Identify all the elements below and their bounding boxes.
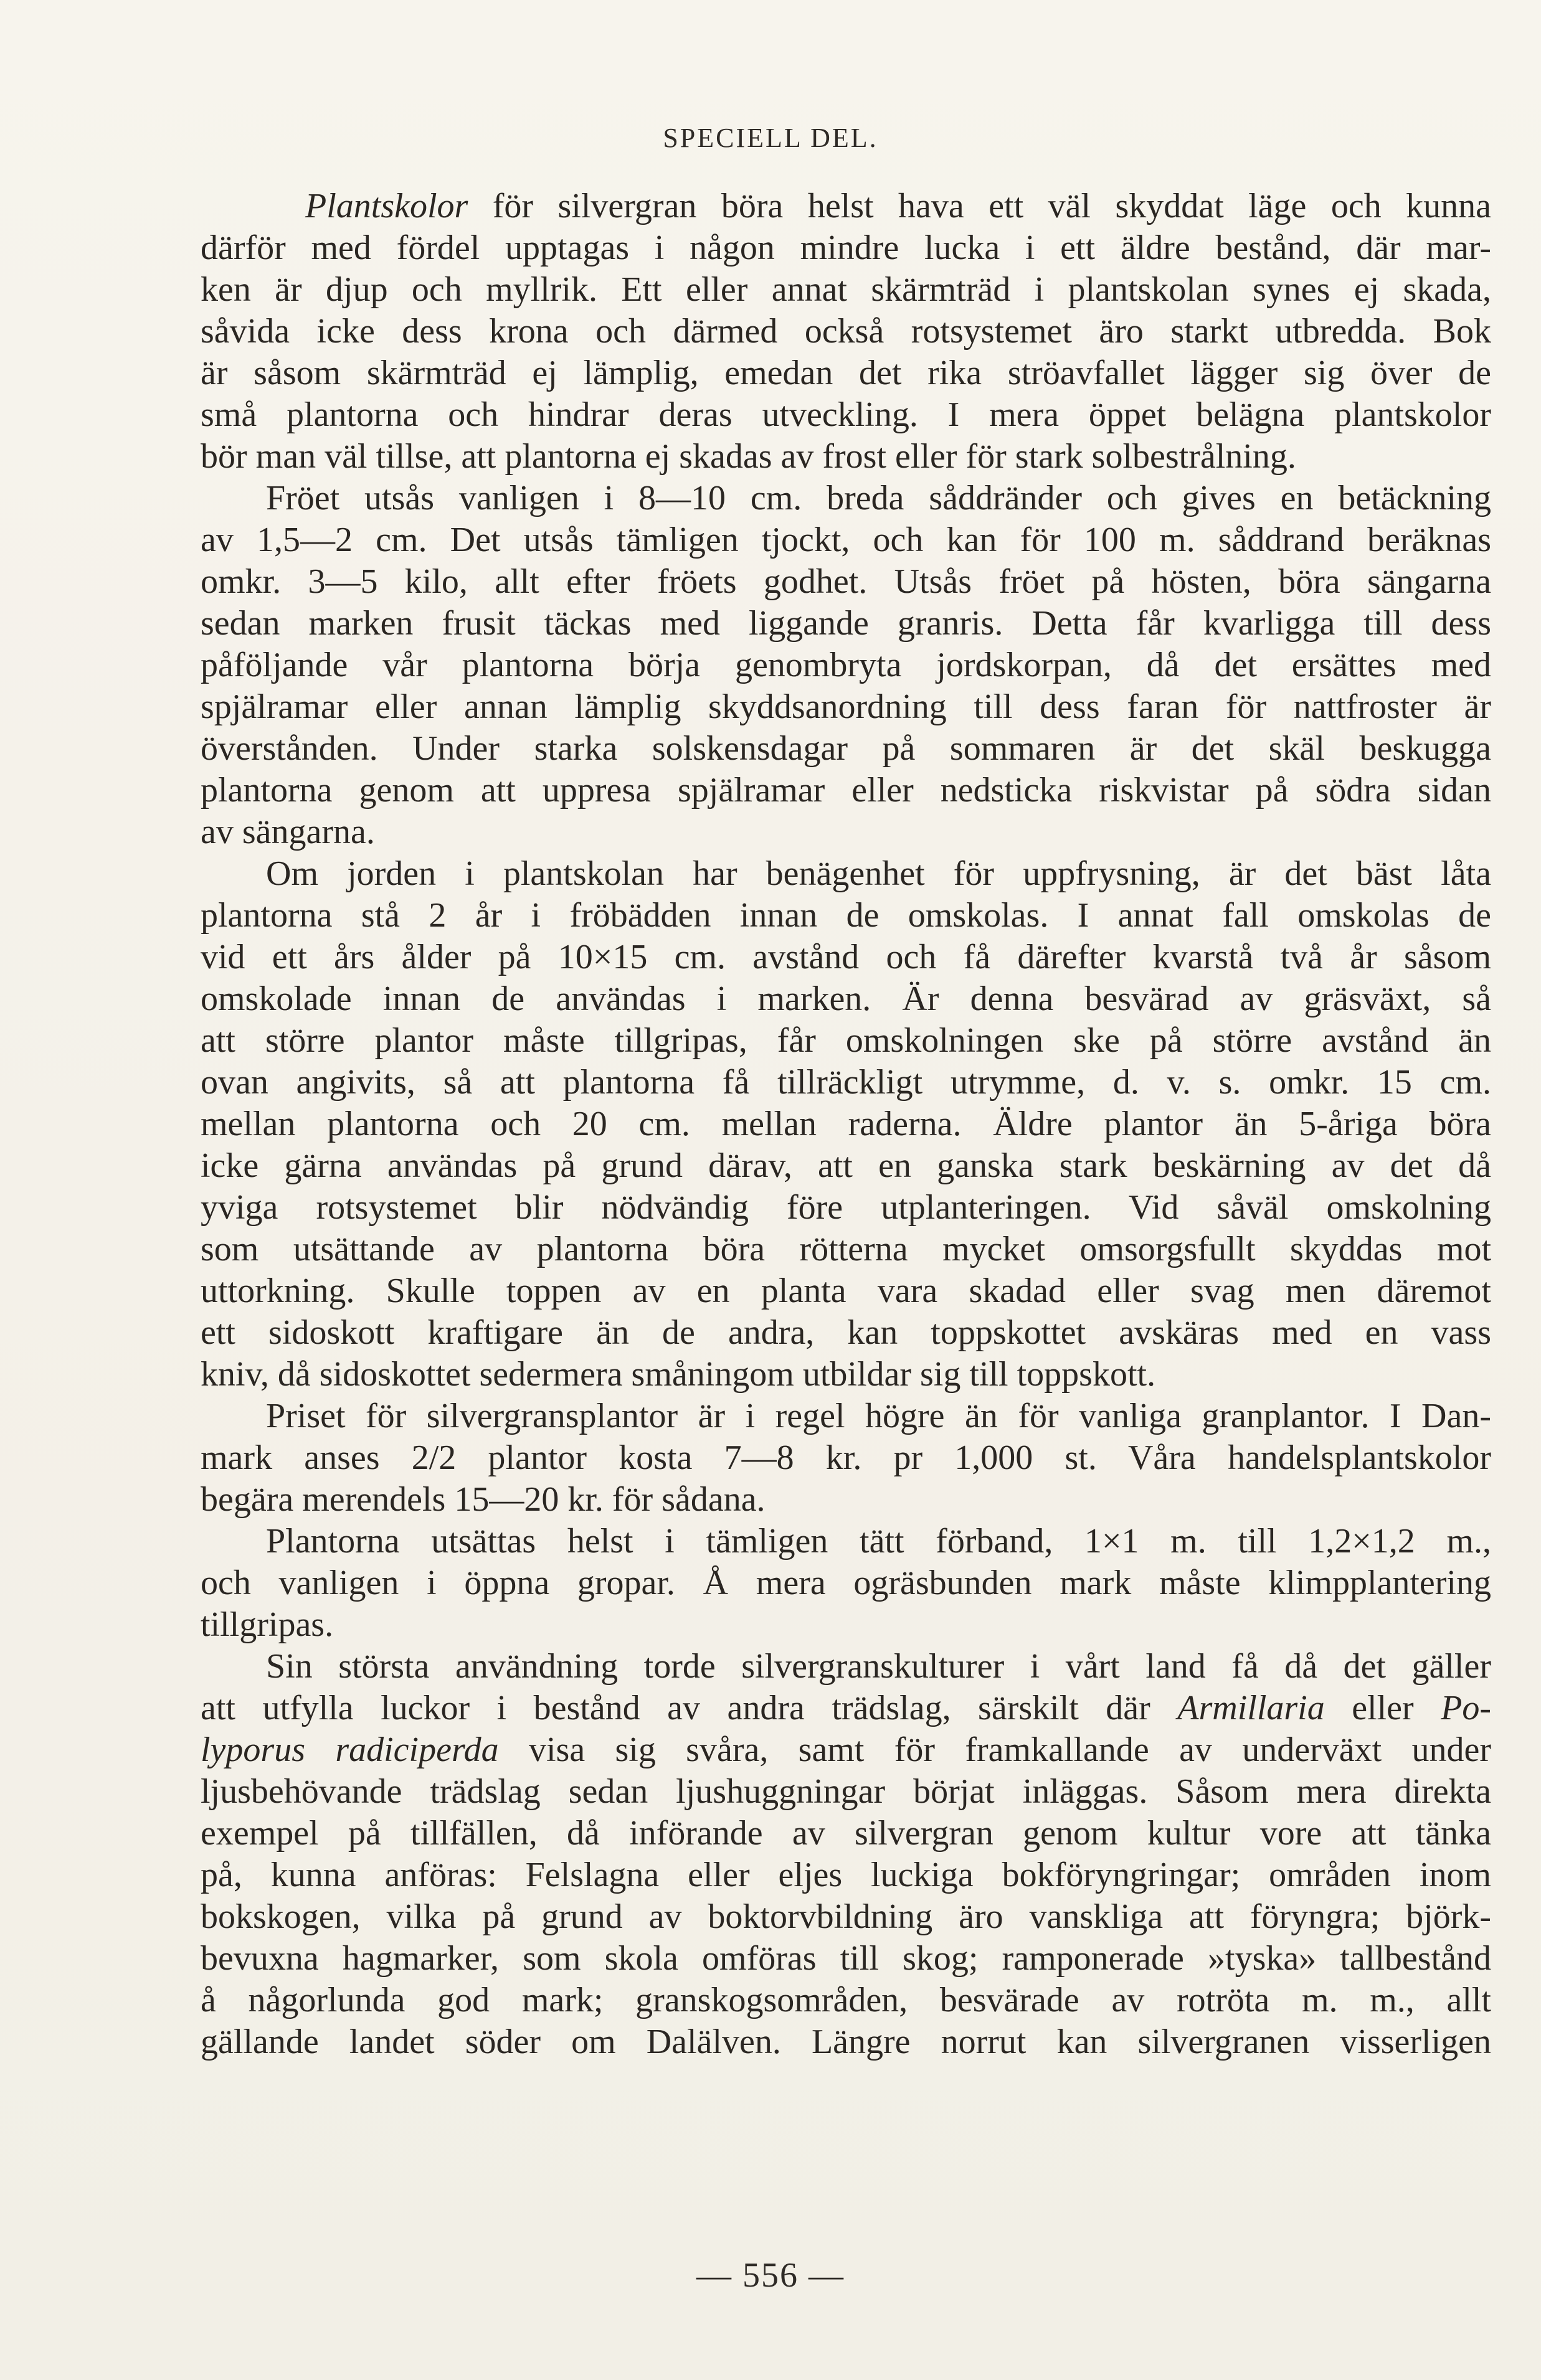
text-line: överstånden. Under starka solskensdagar på sommaren är det skäl beskugga: [201, 729, 1491, 768]
text-line: bör man väl tillse, att plantorna ej skadas av frost eller för stark solbestrålning.: [201, 437, 1296, 476]
text-line: på, kunna anföras: Felslagna eller eljes luckiga bokföryngringar; områden inom: [201, 1856, 1491, 1894]
text-line: kniv, då sidoskottet sedermera småningom utbildar sig till toppskott.: [201, 1355, 1156, 1394]
text-line: Om jorden i plantskolan har benägenhet för uppfrysning, är det bäst låta: [266, 854, 1491, 893]
text-line: plantorna stå 2 år i fröbädden innan de omskolas. I annat fall omskolas de: [201, 896, 1491, 935]
text-line: yviga rotsystemet blir nödvändig före utplanteringen. Vid såväl omskolning: [201, 1188, 1491, 1227]
text-line: plantorna genom att uppresa spjälramar eller nedsticka riskvistar på södra sidan: [201, 771, 1491, 810]
text-line: är såsom skärmträd ej lämplig, emedan det rika ströavfallet lägger sig över de: [201, 354, 1491, 392]
text-line: omkr. 3—5 kilo, allt efter fröets godhet. Utsås fröet på hösten, böra sängarna: [201, 562, 1491, 601]
running-header: SPECIELL DEL.: [663, 123, 878, 153]
text-line: mark anses 2/2 plantor kosta 7—8 kr. pr 1,000 st. Våra handelsplantskolor: [201, 1438, 1491, 1477]
text-line: sedan marken frusit täckas med liggande granris. Detta får kvarligga till dess: [201, 604, 1491, 643]
text-line: Fröet utsås vanligen i 8—10 cm. breda såddränder och gives en betäckning: [266, 479, 1491, 517]
text-line: bokskogen, vilka på grund av boktorvbildning äro vanskliga att föryngra; björk-: [201, 1897, 1491, 1936]
text-line: tillgripas.: [201, 1605, 334, 1644]
text-line: små plantorna och hindrar deras utveckling. I mera öppet belägna plantskolor: [201, 395, 1491, 434]
text-line: därför med fördel upptagas i någon mindre lucka i ett äldre bestånd, där mar-: [201, 229, 1491, 267]
text-line: av sängarna.: [201, 813, 375, 851]
text-line: att större plantor måste tillgripas, får omskolningen ske på större avstånd än: [201, 1021, 1491, 1060]
text-line: ljusbehövande trädslag sedan ljushuggningar börjat inläggas. Såsom mera direkta: [201, 1772, 1491, 1811]
text-line: å någorlunda god mark; granskogsområden, besvärade av rotröta m. m., allt: [201, 1981, 1491, 2019]
body-text: [201, 186, 1491, 2063]
text-line: och vanligen i öppna gropar. Å mera ogräsbunden mark måste klimpplantering: [201, 1564, 1491, 1602]
text-line: gällande landet söder om Dalälven. Längre norrut kan silvergranen visserligen: [201, 2023, 1491, 2061]
text-line: ovan angivits, så att plantorna få tillräckligt utrymme, d. v. s. omkr. 15 cm.: [201, 1063, 1491, 1102]
text-line: begära merendels 15—20 kr. för sådana.: [201, 1480, 766, 1519]
text-line: exempel på tillfällen, då införande av silvergran genom kultur vore att tänka: [201, 1814, 1491, 1853]
text-line: ett sidoskott kraftigare än de andra, kan toppskottet avskäras med en vass: [201, 1313, 1491, 1352]
text-line: uttorkning. Skulle toppen av en planta vara skadad eller svag men däremot: [201, 1272, 1491, 1310]
text-line: spjälramar eller annan lämplig skyddsanordning till dess faran för nattfroster är: [201, 687, 1491, 726]
text-line: ken är djup och myllrik. Ett eller annat skärmträd i plantskolan synes ej skada,: [201, 270, 1491, 309]
text-line: som utsättande av plantorna böra rötterna mycket omsorgsfullt skyddas mot: [201, 1230, 1491, 1268]
text-line: av 1,5—2 cm. Det utsås tämligen tjockt, och kan för 100 m. såddrand beräknas: [201, 521, 1491, 559]
text-line: påföljande vår plantorna börja genombryta jordskorpan, då det ersättes med: [201, 646, 1491, 684]
text-line: Priset för silvergransplantor är i regel högre än för vanliga granplantor. I Dan-: [266, 1397, 1491, 1435]
text-line: att utfylla luckor i bestånd av andra trädslag, särskilt där Armillaria eller Po-: [201, 1689, 1491, 1727]
text-line: bevuxna hagmarker, som skola omföras till skog; ramponerade »tyska» tallbestånd: [201, 1939, 1491, 1978]
text-line: vid ett års ålder på 10×15 cm. avstånd och få därefter kvarstå två år såsom: [201, 938, 1491, 976]
text-line: mellan plantorna och 20 cm. mellan raderna. Äldre plantor än 5-åriga böra: [201, 1105, 1491, 1143]
text-line: Plantskolor för silvergran böra helst hava ett väl skyddat läge och kunna: [305, 187, 1491, 225]
text-line: såvida icke dess krona och därmed också rotsystemet äro starkt utbredda. Bok: [201, 312, 1491, 351]
text-line: lyporus radiciperda visa sig svåra, samt för framkallande av underväxt under: [201, 1731, 1491, 1769]
page-number: — 556 —: [696, 2256, 845, 2295]
text-line: omskolade innan de användas i marken. Är denna besvärad av gräsväxt, så: [201, 980, 1491, 1018]
text-line: Plantorna utsättas helst i tämligen tätt förband, 1×1 m. till 1,2×1,2 m.,: [266, 1522, 1491, 1561]
text-line: icke gärna användas på grund därav, att en ganska stark beskärning av det då: [201, 1146, 1491, 1185]
text-line: Sin största användning torde silvergranskulturer i vårt land få då det gäller: [266, 1647, 1491, 1686]
